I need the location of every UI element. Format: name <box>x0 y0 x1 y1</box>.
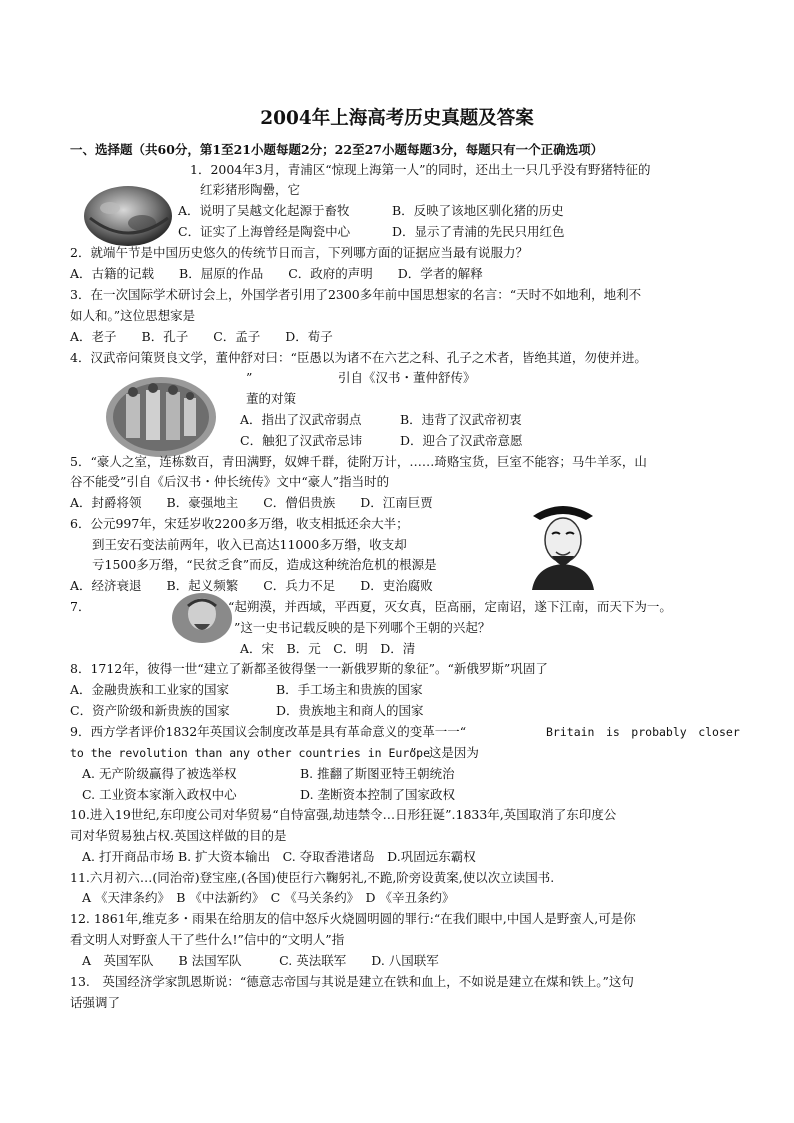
q8-stem: 8．1712年，彼得一世“建立了新都圣彼得堡一一新俄罗斯的象征”。“新俄罗斯”巩固了 <box>70 661 548 676</box>
q9-stem: 9．西方学者评价1832年英国议会制度改革是具有革命意义的变革一一“ <box>70 724 467 739</box>
q9-quote-en-1: Britain is probably closer <box>546 725 740 739</box>
q5-options: A．封爵将领 B．豪强地主 C．僧侣贵族 D．江南巨贾 <box>70 495 433 510</box>
q6-stem-3: 亏1500多万缗，“民贫乏食”而反，造成这种统治危机的根源是 <box>92 557 437 572</box>
q4-option-d: D．迎合了汉武帝意愿 <box>400 433 523 448</box>
q3-stem-2: 如人和。”这位思想家是 <box>70 308 196 323</box>
figure-image <box>170 592 234 644</box>
q8-option-c: C．资产阶级和新贵族的国家 <box>70 703 230 718</box>
q7-stem-2: ”这一史书记载反映的是下列哪个王朝的兴起？ <box>234 620 491 635</box>
q11-stem: 11.六月初六…(同治帝)登宝座,(各国)使臣行六鞠躬礼,不跪,阶旁设黄案,使以次立读国书. <box>70 870 555 885</box>
q1-stem: 1．2004年3月，青浦区“惊现上海第一人”的同时，还出土一只几乎没有野猪特征的 <box>190 162 651 177</box>
q4-option-b: B．违背了汉武帝初衷 <box>400 412 522 427</box>
q7-number: 7． <box>70 599 91 614</box>
q8-option-b: B．手工场主和贵族的国家 <box>276 682 423 697</box>
q6-stem: 6．公元997年，宋廷岁收2200多万缗，收支相抵还余大半； <box>70 516 409 531</box>
q9-option-a: A. 无产阶级赢得了被选举权 <box>82 766 237 781</box>
q4-source: 引自《汉书・董仲舒传》 <box>338 370 476 385</box>
q4-quote-close: ” <box>246 370 253 385</box>
q9-stem-tail: ”．这是因为 <box>410 745 479 760</box>
q4-stem: 4．汉武帝问策贤良文学，董仲舒对曰：“臣愚以为诸不在六艺之科、孔子之术者，皆绝其道，勿使并进。 <box>70 350 647 365</box>
q11-options: A 《天津条约》 B 《中法新约》 C 《马关条约》 D 《辛丑条约》 <box>82 890 455 905</box>
q7-stem: “起朔漠，并西域，平西夏，灭女真，臣高丽，定南诏，遂下江南，而天下为一。 <box>228 599 672 614</box>
q9-quote-en-2: to the revolution than any other countries in Europe <box>70 746 431 760</box>
q12-options: A 英国军队 B 法国军队 C. 英法联军 D. 八国联军 <box>82 953 439 968</box>
q5-stem-2: 谷不能受”引自《后汉书・仲长统传》文中“豪人”指当时的 <box>70 474 390 489</box>
pottery-image <box>80 178 180 250</box>
q4-option-a: A．指出了汉武帝弱点 <box>240 412 362 427</box>
q6-options: A．经济衰退 B．起义频繁 C．兵力不足 D．吏治腐败 <box>70 578 433 593</box>
q1-option-d: D．显示了青浦的先民只用红色 <box>392 224 565 239</box>
q10-stem: 10.进入19世纪,东印度公司对华贸易“自恃富强,劫违禁令…日形狂诞”.1833年,英国取消了东印度公 <box>70 807 617 822</box>
relief-image <box>104 376 218 458</box>
q10-stem-2: 司对华贸易独占权.英国这样做的目的是 <box>70 828 287 843</box>
page-title: 2004年上海高考历史真题及答案 <box>260 108 534 129</box>
q2-stem: 2．就端午节是中国历史悠久的传统节日而言，下列哪方面的证据应当最有说服力？ <box>70 245 528 260</box>
q3-stem: 3．在一次国际学术研讨会上，外国学者引用了2300多年前中国思想家的名言：“天时不如地利，地利不 <box>70 287 642 302</box>
q2-options: A．古籍的记载 B．屈原的作品 C．政府的声明 D．学者的解释 <box>70 266 483 281</box>
q1-option-b: B．反映了该地区驯化猪的历史 <box>392 203 564 218</box>
q8-option-d: D．贵族地主和商人的国家 <box>276 703 424 718</box>
portrait-image <box>528 494 598 590</box>
q1-stem-2: 红彩猪形陶罍，它 <box>200 182 301 197</box>
q1-option-c: C．证实了上海曾经是陶瓷中心 <box>178 224 351 239</box>
q10-options: A. 打开商品市场 B. 扩大资本输出 C. 夺取香港诸岛 D.巩固远东霸权 <box>82 849 476 864</box>
q12-stem-2: 看文明人对野蛮人干了些什么!”信中的“文明人”指 <box>70 932 345 947</box>
q13-stem: 13. 英国经济学家凯恩斯说：“德意志帝国与其说是建立在铁和血上，不如说是建立在煤和铁上。”这句 <box>70 974 634 989</box>
q12-stem: 12. 1861年,维克多・雨果在给朋友的信中怒斥火烧圆明圆的罪行:“在我们眼中,中国人是野蛮人,可是你 <box>70 911 636 926</box>
section-heading: 一、选择题（共60分，第1至21小题每题2分；22至27小题每题3分，每题只有一个正确选项） <box>70 142 604 157</box>
q3-options: A．老子 B．孔子 C．孟子 D．荀子 <box>70 329 333 344</box>
q8-option-a: A．金融贵族和工业家的国家 <box>70 682 230 697</box>
q13-stem-2: 话强调了 <box>70 995 121 1010</box>
q9-option-c: C. 工业资本家渐入政权中心 <box>82 787 237 802</box>
q1-option-a: A．说明了吴越文化起源于畜牧 <box>178 203 350 218</box>
q6-stem-2: 到王安石变法前两年，收入已高达11000多万缗，收支却 <box>92 537 407 552</box>
q5-stem: 5．“豪人之室，连栋数百，青田满野，奴婢千群，徒附万计，……琦赂宝货，巨室不能容；马牛羊豕，山 <box>70 454 647 469</box>
q4-option-c: C．触犯了汉武帝忌讳 <box>240 433 363 448</box>
q7-options: A．宋 B．元 C．明 D．清 <box>240 641 416 656</box>
q9-option-d: D. 垄断资本控制了国家政权 <box>300 787 456 802</box>
q9-option-b: B. 推翻了斯图亚特王朝统治 <box>300 766 455 781</box>
q4-stem-3: 董的对策 <box>246 391 297 406</box>
